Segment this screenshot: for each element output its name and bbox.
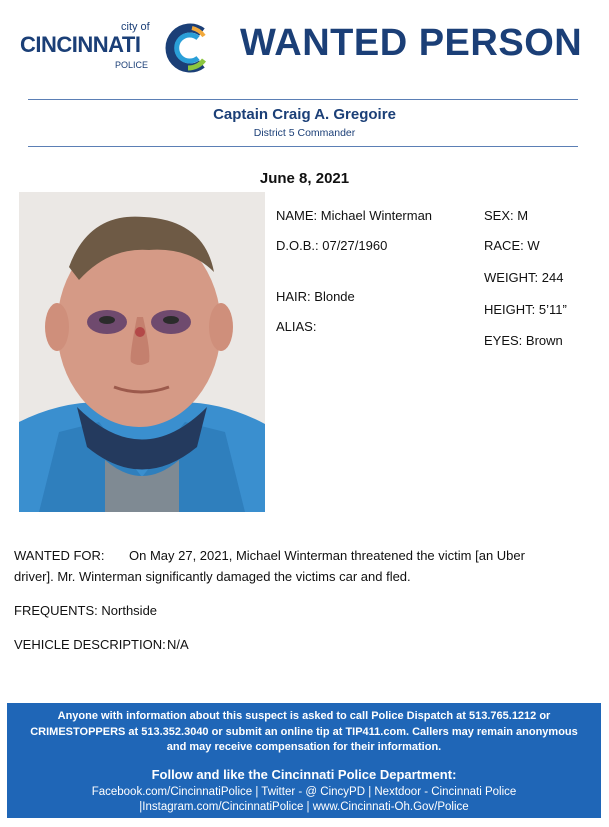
banner-line-1: Anyone with information about this suspect is asked to call Police Dispatch at 513.765.1212 or <box>57 710 551 722</box>
logo-city-text: city of <box>121 21 150 33</box>
suspect-photo <box>19 192 265 512</box>
logo-cincinnati-text: CINCINNATI <box>20 32 141 57</box>
commander-name: Captain Craig A. Gregoire <box>213 106 396 123</box>
vehicle-value: N/A <box>167 637 189 652</box>
banner-follow-heading: Follow and like the Cincinnati Police Department: <box>151 767 457 782</box>
top-divider <box>28 99 578 100</box>
wanted-for-text-line1: On May 27, 2021, Michael Winterman threatened the victim [an Uber <box>129 548 525 563</box>
vehicle-label: VEHICLE DESCRIPTION: <box>14 637 166 652</box>
suspect-sex: SEX: M <box>484 208 529 223</box>
banner-line-2: CRIMESTOPPERS at 513.352.3040 or submit an online tip at TIP411.com. Callers may remain anonymous <box>30 725 578 738</box>
wanted-person-title: WANTED PERSON <box>240 22 583 64</box>
commander-title: District 5 Commander <box>253 127 356 139</box>
suspect-alias: ALIAS: <box>276 319 317 334</box>
suspect-portrait-image <box>19 192 265 512</box>
logo-police-text: POLICE <box>115 60 149 70</box>
banner-line-3: and may receive compensation for their information. <box>166 741 442 753</box>
banner-social-line-2[interactable]: |Instagram.com/CincinnatiPolice | www.Cincinnati-Oh.Gov/Police <box>139 801 469 813</box>
suspect-name: NAME: Michael Winterman <box>276 208 433 223</box>
logo-c-emblem-icon <box>158 20 214 76</box>
bulletin-date: June 8, 2021 <box>259 170 350 187</box>
suspect-race: RACE: W <box>484 238 540 253</box>
suspect-dob: D.O.B.: 07/27/1960 <box>276 238 388 253</box>
cincinnati-police-logo <box>18 20 208 76</box>
banner-dispatch-text <box>7 709 601 756</box>
wanted-for-label: WANTED FOR: <box>14 548 105 563</box>
suspect-hair: HAIR: Blonde <box>276 289 355 304</box>
contact-info-banner <box>7 703 601 818</box>
bottom-divider <box>28 146 578 147</box>
frequents-line: FREQUENTS: Northside <box>14 603 158 618</box>
suspect-eyes: EYES: Brown <box>484 333 563 348</box>
banner-social-line-1[interactable]: Facebook.com/CincinnatiPolice | Twitter - @ CincyPD | Nextdoor - Cincinnati Police <box>91 786 517 798</box>
wanted-for-text-line2: driver]. Mr. Winterman significantly damaged the victims car and fled. <box>14 569 411 584</box>
suspect-height: HEIGHT: 5’11” <box>484 302 567 317</box>
banner-social-links <box>7 785 601 815</box>
suspect-weight: WEIGHT: 244 <box>484 270 564 285</box>
